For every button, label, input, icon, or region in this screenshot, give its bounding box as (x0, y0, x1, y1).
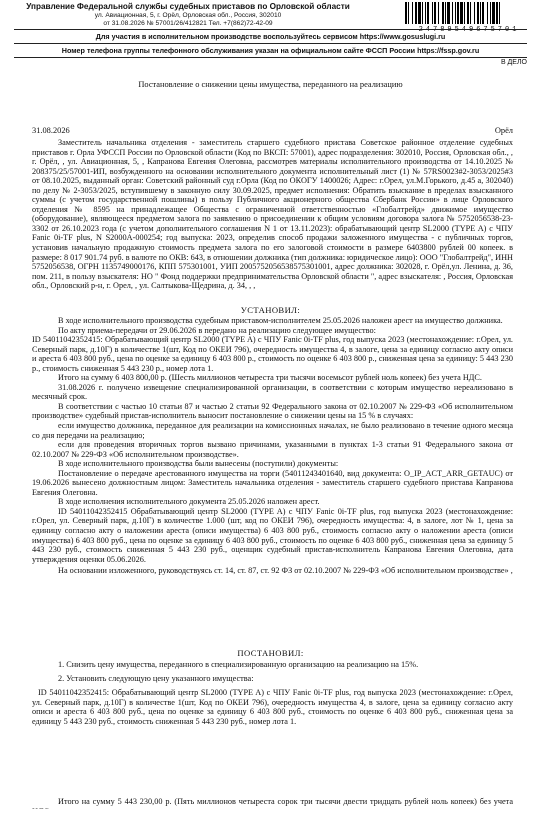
page-cut-edge (0, 809, 541, 817)
established-paragraph: На основании изложенного, руководствуясь ст. 14, ст. 87, ст. 92 ФЗ от 02.10.2007 № 229-ФЗ «Об исполнительном производстве» , (58, 566, 513, 576)
established-paragraph: Постановление о передаче арестованного имущества на торги (54011243401640, вид документа: O_IP_ACT_ARR_GETAUC) от 19.06.2026 вынесено должностным лицом: Заместитель начальника отделения - заместитель старшего судебного пристава Капранова Евгения Олеговна. (32, 468, 513, 497)
divider (14, 29, 527, 30)
barcode-image (405, 2, 533, 28)
established-paragraph: если имущество должника, переданное для реализации на комиссионных началах, не было реализовано в течение одного месяца со дня передачи на реализацию; (32, 421, 513, 440)
established-paragraph: Итого на сумму 6 403 800,00 р. (Шесть миллионов четыреста три тысячи восемьсот рублей ноль копеек) без учета НДС. (58, 373, 482, 383)
heading-established: УСТАНОВИЛ: (240, 305, 301, 315)
phone-notice: Номер телефона группы телефонного обслуживания указан на официальном сайте ФССП России https://fssp.gov.ru (61, 46, 480, 55)
established-paragraph: 31.08.2026 г. получено извещение специализированной организации, в соответствии с которым имущество нереализовано в месячный срок. (32, 382, 513, 402)
organization-address: ул. Авиационная, 5, г. Орёл, Орловская обл., Россия, 302010 (94, 12, 282, 19)
established-paragraph: В ходе исполнительного производства были вынесены (поступили) документы: (58, 459, 339, 469)
document-city: Орёл (494, 126, 513, 135)
divider (14, 57, 527, 58)
divider (14, 43, 527, 44)
document-date: 31.08.2026 (32, 126, 70, 135)
document-title: Постановление о снижении цены имущества, переданного на реализацию (138, 80, 403, 89)
resolved-paragraph: 2. Установить следующую цену указанного имущества: (58, 673, 254, 683)
intro-paragraph: Заместитель начальника отделения - заместитель старшего судебного пристава Советское районное отделение судебных приставов г. Орла УФССП России по Орловской области (Код по ВКСП: 57001), адрес подразделения: 302010, Россия, Орловская обл., , г. Орёл, , ул. Авиационная, 5, , Капранова Евгения Олеговна, рассмотрев материалы исполнительного производства от 14.10.2025 № 208375/25/57001-ИП, возбужденного на основании исполнительного документа исполнительный лист (1) № 57RS0023#2-3053/2025#3 от 08.10.2025, выданный орган: Советский районный суд г.Орла (Код по ОКОГУ 1400026; Адрес: г.Орел, ул.М.Горького, д.45 а, 302040) по делу № 2-3053/2025, вступившему в законную силу 30.09.2025, предмет исполнения: Обратить взыскание в пределах взысканного суммы (с учетом государственной пошлины) в пользу Публичного акционерного общества Сбербанк России» в лице Орловского отделения № 8595 на принадлежащее Общества с ограниченной ответственностью «Глобалтрейд» движимое имущество (оборудование), являющееся предметом залога по заявлению о присоединении к общим условиям договора залога № 5752056538-23-3302 от 26.10.2023 года (с учетом дополнительного соглашения N 1 от 13.11.2023): обрабатывающий центр SL2000 (TYPE A) с ЧПУ Fanic 0i-TF plus, N S2000A-000254; год выпуска: 2023, определив способ продажи заложенного имущества - с публичных торгов, установив начальную продажную стоимость предмета залога по его залоговой стоимости в размере 6403800 рублей 00 копеек. в размере: 8 017 901.74 руб. в валюте по ОКВ: 643, в отношении должника (тип должника: юридическое лицо): ООО "Глобалтрейд", ИНН 5752056538, ОГРН 1135749000176, КПП 575301001, УИП 2005752056538575301001, адрес должника: 302028, г. Орёл,ул. Ленина, д. 36, пом. 211, в пользу взыскателя: НО " Фонд поддержки предпринимательства Орловской области ", адрес взыскателя: , Россия, Орловская обл., Орловский р-н, г. Орел, , ул. Салтыкова-Щедрина, д. 34, , , (32, 138, 513, 291)
gosuslugi-notice: Для участия в исполнительном производстве воспользуйтесь сервисом https://www.gosuslugi.ru (95, 32, 446, 41)
property-item: ID 54011042352415: Обрабатывающий центр SL2000 (TYPE A) с ЧПУ Fanic 0i-TF plus, год выпуска 2023 (местонахождение: г.Орел, ул. Северный парк, д.10Г) в количестве 1(шт, Код по ОКЕИ 796), очередность имущества 4, в залоге, цена за единицу согласно акту описи и ареста 6 403 800 руб., цена по оценке за единицу 6 403 800 р., стоимость по оценке 6 403 800 р., сниженная цена за единицу: 5 443 230 р., стоимость сниженная 5 443 230 р., номер лота 1. (32, 335, 513, 373)
resolved-paragraph: 1. Снизить цену имущества, переданного в специализированную организацию на реализацию на 15%. (58, 660, 419, 669)
established-paragraph: В ходе исполнения исполнительного документа 25.05.2026 наложен арест. (58, 497, 320, 507)
organization-name: Управление Федеральной службы судебных приставов по Орловской области (26, 2, 350, 11)
organization-phones: от 31.08.2026 № 57001/26/412821 Тел. +7(862)72-42-09 (103, 19, 273, 27)
barcode-number: 24789549675701 (418, 26, 520, 34)
established-paragraph: если для проведения вторичных торгов вызвано причинами, указанными в пунктах 1-3 статьи 91 Федерального закона от 02.10.2007 № 229-ФЗ «Об исполнительном производстве». (32, 440, 513, 459)
intro-section (32, 138, 513, 291)
property-item: ID 54011042352415 Обрабатывающий центр SL2000 (TYPE A) с ЧПУ Fanic 0i-TF plus, год выпуска 2023 (местонахождение: г.Орел, ул. Северный парк, д.10Г) в количестве 1.000 (шт, код по ОКЕИ 796), очередность имущества: 4, в залоге, лот № 1, цена за единицу согласно акту о наложении ареста (описи имущества) 6 403 800 руб., стоимость согласно акту о наложении ареста (описи имущества) 6 403 800 руб., цена по оценке за единицу 6 403 800 руб., стоимость по оценке 6 403 800 руб., сниженная цена за единицу 5 443 230 руб., стоимость сниженная 5 443 230 руб., оценщик судебный пристав-исполнитель Капранова Евгения Олеговна, дата утверждения оценки 05.06.2026. (32, 506, 513, 564)
final-total: Итого на сумму 5 443 230,00 р. (Пять миллионов четыреста сорок три тысячи двести тридцать рублей ноль копеек) без учета (58, 797, 513, 806)
letterhead (18, 2, 358, 27)
heading-resolved: ПОСТАНОВИЛ: (237, 648, 304, 658)
established-section (32, 316, 513, 576)
resolved-section (32, 660, 513, 726)
established-paragraph: В соответствии с частью 10 статьи 87 и частью 2 статьи 92 Федерального закона от 02.10.2007 № 229-ФЗ «Об исполнительном производстве» судебный пристав-исполнитель выносит постановление о снижении цены на 15 % в случаях: (32, 401, 513, 421)
property-item: ID 54011042352415: Обрабатывающий центр SL2000 (TYPE A) с ЧПУ Fanic 0i-TF plus, год выпуска 2023 (местонахождение: г.Орел, ул. Северный парк, д.10Г) в количестве 1(шт, Код по ОКЕИ 796), очередность имущества 4, в залоге, цена за единицу согласно акту описи и ареста 6 403 800 руб., цена по оценке за единицу 6 403 800 руб., стоимость по оценке 6 403 800 руб., сниженная цена за единицу 5 443 230 руб., стоимость сниженная 5 443 230 руб., номер лота 1. (32, 688, 513, 726)
v-delo-mark: В ДЕЛО (500, 59, 527, 66)
established-paragraph: В ходе исполнительного производства судебным приставом-исполнителем 25.05.2026 наложен арест на имущество должника. (58, 316, 503, 325)
established-paragraph: По акту приема-передачи от 29.06.2026 в передано на реализацию следующее имущество: (58, 325, 376, 335)
